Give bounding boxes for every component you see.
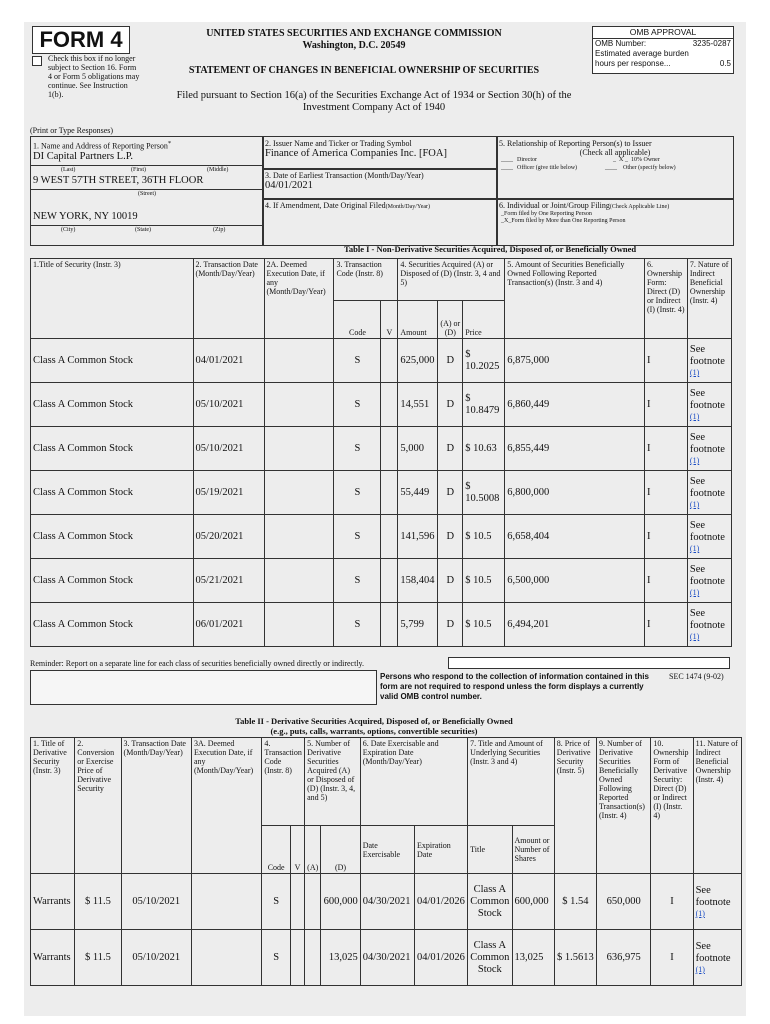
- t2-cell-nature: [693, 874, 741, 930]
- t2-amount-shares: Amount or Number of Shares: [512, 826, 554, 874]
- t1-cell-v: [381, 471, 398, 515]
- t2-cell-d: 600,000: [321, 874, 360, 930]
- t1-cell-title: Class A Common Stock: [31, 471, 194, 515]
- table-row: [31, 930, 742, 986]
- footnote-text: See footnote: [689, 520, 725, 543]
- t1-cell-v: [381, 339, 398, 383]
- box4-small: (Month/Day/Year): [385, 204, 431, 210]
- footnote-text: See footnote: [689, 388, 725, 411]
- t2-cell-u-title: Class A Common Stock: [468, 874, 512, 930]
- last-label: (Last): [61, 166, 76, 173]
- t1-amount: Amount: [398, 301, 438, 339]
- footnote-link[interactable]: (1): [689, 588, 700, 597]
- t2-h3: 3. Transaction Date (Month/Day/Year): [121, 738, 191, 874]
- t1-cell-amount: 5,000: [398, 427, 438, 471]
- form-title: FORM 4: [39, 27, 123, 52]
- omb-burden-label1: Estimated average burden: [595, 49, 689, 58]
- t1-cell-ad: D: [438, 383, 463, 427]
- t1-cell-nature: [687, 515, 731, 559]
- t2-cell-d: 13,025: [321, 930, 360, 986]
- t2-cell-deemed: [191, 930, 261, 986]
- footnote-link[interactable]: (1): [695, 965, 705, 974]
- t2-cell-code: S: [262, 874, 290, 930]
- issuer-box: [262, 136, 498, 170]
- omb-burden: 0.5: [719, 59, 731, 68]
- agency-location: Washington, D.C. 20549: [302, 40, 406, 51]
- city-state-zip: NEW YORK, NY 10019: [33, 210, 138, 222]
- t1-cell-owned: 6,494,201: [505, 603, 645, 647]
- street-label: (Street): [31, 189, 263, 211]
- box5-sub: (Check all applicable): [579, 148, 651, 157]
- box6-label: 6. Individual or Joint/Group Filing: [499, 201, 610, 210]
- t1-cell-price: $ 10.5008: [463, 471, 505, 515]
- t1-cell-price: $ 10.5: [463, 515, 505, 559]
- t1-h3: 3. Transaction Code (Instr. 8): [334, 259, 398, 301]
- t1-h5: 5. Amount of Securities Beneficially Owned Following Reported Transaction(s) (Instr. 3 and 4): [505, 259, 645, 339]
- t1-cell-v: [381, 603, 398, 647]
- t1-cell-date: 06/01/2021: [193, 603, 264, 647]
- t1-cell-amount: 5,799: [398, 603, 438, 647]
- t2-cell-v: [290, 930, 304, 986]
- t2-cell-price: $ 11.5: [75, 930, 121, 986]
- box1-label: 1. Name and Address of Reporting Person: [33, 141, 168, 151]
- t1-cell-deemed: [264, 427, 334, 471]
- filing-box: 6. Individual or Joint/Group Filing(Check Applicable Line) _Form filed by One Reporting Person _X_Form filed by More than One Reporting Person: [496, 198, 734, 246]
- footnote-link[interactable]: (1): [689, 500, 700, 509]
- t2-code: Code: [262, 826, 290, 874]
- t1-cell-v: [381, 383, 398, 427]
- t1-cell-code: S: [334, 515, 381, 559]
- street-address: 9 WEST 57TH STREET, 36TH FLOOR: [33, 174, 204, 186]
- footnote-link[interactable]: (1): [689, 368, 700, 377]
- table-row: [31, 427, 732, 471]
- t2-cell-v: [290, 874, 304, 930]
- footnote-text: See footnote: [695, 941, 731, 964]
- t2-cell-u-amount: 600,000: [512, 874, 554, 930]
- t1-cell-v: [381, 427, 398, 471]
- t1-cell-v: [381, 515, 398, 559]
- t1-cell-form: I: [644, 515, 687, 559]
- t1-cell-owned: 6,800,000: [505, 471, 645, 515]
- t1-cell-deemed: [264, 339, 334, 383]
- t2-cell-owned: 650,000: [597, 874, 651, 930]
- reminder-blank-box: [448, 657, 730, 669]
- t1-cell-deemed: [264, 603, 334, 647]
- t2-cell-d-price: $ 1.5613: [554, 930, 596, 986]
- t2-cell-u-amount: 13,025: [512, 930, 554, 986]
- t2-cell-exercisable: 04/30/2021: [360, 930, 414, 986]
- t2-h11: 11. Nature of Indirect Beneficial Ownership (Instr. 4): [693, 738, 741, 874]
- issuer-name: Finance of America Companies Inc. [FOA]: [265, 148, 447, 159]
- t2-cell-deemed: [191, 874, 261, 930]
- t1-cell-price: $ 10.63: [463, 427, 505, 471]
- t2-cell-code: S: [262, 930, 290, 986]
- t1-cell-date: 05/10/2021: [193, 427, 264, 471]
- t2-cell-date: 05/10/2021: [121, 874, 191, 930]
- t2-h1: 1. Title of Derivative Security (Instr. 3): [31, 738, 75, 874]
- t1-cell-owned: 6,855,449: [505, 427, 645, 471]
- t2-cell-a: [305, 930, 321, 986]
- t2-cell-d-price: $ 1.54: [554, 874, 596, 930]
- t1-cell-form: I: [644, 559, 687, 603]
- t2-cell-nature: [693, 930, 741, 986]
- t1-cell-code: S: [334, 339, 381, 383]
- zip-label: (Zip): [213, 226, 226, 233]
- footnote-link[interactable]: (1): [689, 544, 700, 553]
- earliest-transaction-date: 04/01/2021: [265, 180, 313, 191]
- t1-cell-code: S: [334, 559, 381, 603]
- t1-h1: 1.Title of Security (Instr. 3): [31, 259, 194, 339]
- footnote-text: See footnote: [689, 432, 725, 455]
- t1-cell-code: S: [334, 427, 381, 471]
- footnote-text: See footnote: [689, 476, 725, 499]
- t1-cell-title: Class A Common Stock: [31, 559, 194, 603]
- t1-h4: 4. Securities Acquired (A) or Disposed of (D) (Instr. 3, 4 and 5): [398, 259, 505, 301]
- footnote-link[interactable]: (1): [689, 632, 700, 641]
- t2-h6: 6. Date Exercisable and Expiration Date (Month/Day/Year): [360, 738, 467, 826]
- city-label: (City): [61, 226, 76, 233]
- t2-h2: 2. Conversion or Exercise Price of Derivative Security: [75, 738, 121, 874]
- t2-h10: 10. Ownership Form of Derivative Security: Direct (D) or Indirect (I) (Instr. 4): [651, 738, 693, 874]
- t2-cell-owned: 636,975: [597, 930, 651, 986]
- multi-mark: X: [504, 218, 509, 224]
- sec-code: SEC 1474 (9-02): [669, 672, 724, 681]
- t2-h8: 8. Price of Derivative Security (Instr. 5): [554, 738, 596, 874]
- t1-h2a: 2A. Deemed Execution Date, if any (Month/Day/Year): [264, 259, 334, 339]
- box4-label: 4. If Amendment, Date Original Filed: [265, 201, 386, 210]
- t2-cell-form: I: [651, 930, 693, 986]
- print-note: (Print or Type Responses): [30, 126, 114, 135]
- t2-cell-form: I: [651, 874, 693, 930]
- t1-cell-code: S: [334, 471, 381, 515]
- t1-cell-deemed: [264, 383, 334, 427]
- agency-name: UNITED STATES SECURITIES AND EXCHANGE COMMISSION: [206, 28, 502, 39]
- t1-cell-nature: [687, 383, 731, 427]
- table-row: [31, 603, 732, 647]
- t1-cell-form: I: [644, 603, 687, 647]
- t1-cell-deemed: [264, 559, 334, 603]
- first-label: (First): [131, 166, 146, 173]
- multi-person-label: Form filed by More than One Reporting Person: [511, 218, 626, 224]
- footnote-text: See footnote: [689, 564, 725, 587]
- t2-cell-price: $ 11.5: [75, 874, 121, 930]
- t2-title: Title: [468, 826, 512, 874]
- t1-cell-form: I: [644, 383, 687, 427]
- t1-cell-nature: [687, 603, 731, 647]
- table1-title: Table I - Non-Derivative Securities Acquired, Disposed of, or Beneficially Owned: [344, 244, 637, 254]
- t1-code: Code: [334, 301, 381, 339]
- t2-h4: 4. Transaction Code (Instr. 8): [262, 738, 305, 826]
- state-label: (State): [135, 226, 151, 233]
- box6-small: (Check Applicable Line): [609, 204, 670, 210]
- t2-a: (A): [305, 826, 321, 874]
- left-blank-box: [30, 670, 377, 705]
- footnote-link[interactable]: (1): [689, 456, 700, 465]
- t1-cell-title: Class A Common Stock: [31, 339, 194, 383]
- t2-cell-expiration: 04/01/2026: [415, 874, 468, 930]
- t1-cell-owned: 6,500,000: [505, 559, 645, 603]
- box3-label: 3. Date of Earliest Transaction (Month/Day/Year): [265, 171, 424, 180]
- box2-label: 2. Issuer Name and Ticker or Trading Symbol: [265, 139, 412, 148]
- t1-cell-form: I: [644, 339, 687, 383]
- t2-h7: 7. Title and Amount of Underlying Securities (Instr. 3 and 4): [468, 738, 555, 826]
- t2-d: (D): [321, 826, 360, 874]
- t1-cell-title: Class A Common Stock: [31, 427, 194, 471]
- t1-cell-deemed: [264, 515, 334, 559]
- officer-label: Officer (give title below): [517, 165, 578, 171]
- table-row: [31, 559, 732, 603]
- footnote-text: See footnote: [689, 608, 725, 631]
- t1-cell-amount: 141,596: [398, 515, 438, 559]
- t2-h9: 9. Number of Derivative Securities Beneficially Owned Following Reported Transaction(s) (Instr. 4): [597, 738, 651, 874]
- t2-cell-a: [305, 874, 321, 930]
- checkbox-instruction: Check this box if no longer subject to Section 16. Form 4 or Form 5 obligations may continue. See Instruction 1(b).: [48, 54, 140, 99]
- t1-cell-ad: D: [438, 471, 463, 515]
- footnote-text: See footnote: [689, 344, 725, 367]
- reporting-person-name: DI Capital Partners L.P.: [33, 150, 134, 162]
- t1-cell-ad: D: [438, 427, 463, 471]
- t1-ad: (A) or (D): [438, 301, 463, 339]
- t2-cell-title: Warrants: [31, 874, 75, 930]
- t1-v: V: [381, 301, 398, 339]
- t1-cell-nature: [687, 427, 731, 471]
- t2-date-ex: Date Exercisable: [360, 826, 414, 874]
- t1-cell-amount: 55,449: [398, 471, 438, 515]
- omb-number-label: OMB Number:: [595, 39, 647, 48]
- one-person-label: Form filed by One Reporting Person: [504, 211, 592, 217]
- footnote-link[interactable]: (1): [689, 412, 700, 421]
- t1-cell-date: 04/01/2021: [193, 339, 264, 383]
- t1-price: Price: [463, 301, 505, 339]
- table2-body: [31, 874, 742, 986]
- t1-cell-title: Class A Common Stock: [31, 515, 194, 559]
- t1-cell-nature: [687, 559, 731, 603]
- table-row: [31, 383, 732, 427]
- t1-cell-price: $ 10.2025: [463, 339, 505, 383]
- t1-cell-ad: D: [438, 339, 463, 383]
- t1-cell-title: Class A Common Stock: [31, 383, 194, 427]
- table2-subtitle: (e.g., puts, calls, warrants, options, convertible securities): [270, 726, 478, 736]
- t1-cell-title: Class A Common Stock: [31, 603, 194, 647]
- t2-cell-title: Warrants: [31, 930, 75, 986]
- t1-cell-owned: 6,658,404: [505, 515, 645, 559]
- t1-cell-amount: 14,551: [398, 383, 438, 427]
- middle-label: (Middle): [207, 166, 229, 173]
- t1-cell-code: S: [334, 383, 381, 427]
- t1-cell-date: 05/20/2021: [193, 515, 264, 559]
- table1-body: [31, 339, 732, 647]
- omb-approval-box: [592, 26, 734, 74]
- persons-note: Persons who respond to the collection of information contained in this form are not required to respond unless the form displays a currently valid OMB control number.: [380, 672, 649, 701]
- t1-cell-amount: 158,404: [398, 559, 438, 603]
- t1-cell-owned: 6,860,449: [505, 383, 645, 427]
- t1-cell-form: I: [644, 427, 687, 471]
- t1-cell-date: 05/10/2021: [193, 383, 264, 427]
- omb-number: 3235-0287: [692, 39, 731, 48]
- table2-title: Table II - Derivative Securities Acquired, Disposed of, or Beneficially Owned: [235, 716, 513, 726]
- t1-cell-date: 05/19/2021: [193, 471, 264, 515]
- t2-cell-u-title: Class A Common Stock: [468, 930, 512, 986]
- t1-h7: 7. Nature of Indirect Beneficial Ownership (Instr. 4): [687, 259, 731, 339]
- t1-cell-date: 05/21/2021: [193, 559, 264, 603]
- ten-pct-label: 10% Owner: [631, 157, 660, 163]
- table-row: [31, 874, 742, 930]
- table1: [30, 258, 732, 647]
- t1-cell-price: $ 10.5: [463, 603, 505, 647]
- reporting-person-box: [30, 136, 264, 246]
- t1-cell-deemed: [264, 471, 334, 515]
- t1-cell-ad: D: [438, 603, 463, 647]
- t1-cell-price: $ 10.5: [463, 559, 505, 603]
- t2-cell-exercisable: 04/30/2021: [360, 874, 414, 930]
- box5-label: 5. Relationship of Reporting Person(s) to Issuer: [499, 139, 652, 148]
- footnote-link[interactable]: (1): [695, 909, 705, 918]
- table-row: [31, 339, 732, 383]
- table-row: [31, 471, 732, 515]
- omb-title: OMB APPROVAL: [593, 27, 733, 39]
- amendment-box: [262, 198, 498, 246]
- other-label: Other (specify below): [623, 165, 676, 171]
- no-longer-subject-checkbox[interactable]: [32, 56, 42, 66]
- table-row: [31, 515, 732, 559]
- earliest-transaction-box: [262, 168, 498, 200]
- t2-cell-expiration: 04/01/2026: [415, 930, 468, 986]
- t1-cell-amount: 625,000: [398, 339, 438, 383]
- director-label: Director: [517, 157, 537, 163]
- filed-pursuant-line2: Investment Company Act of 1940: [302, 102, 446, 113]
- t1-cell-form: I: [644, 471, 687, 515]
- box1-star: *: [167, 140, 172, 147]
- t1-cell-ad: D: [438, 515, 463, 559]
- t1-h6: 6. Ownership Form: Direct (D) or Indirect (I) (Instr. 4): [644, 259, 687, 339]
- t1-cell-nature: [687, 339, 731, 383]
- omb-burden-label2: hours per response...: [595, 59, 671, 68]
- relationship-box: 5. Relationship of Reporting Person(s) to Issuer (Check all applicable) ____ Director _ X _ 10% Owner ____ Officer (give title below) ____ Other (specify below): [496, 136, 734, 200]
- t1-cell-ad: D: [438, 559, 463, 603]
- form-title-box: [32, 26, 130, 54]
- ten-pct-mark: X: [619, 157, 624, 163]
- t2-cell-date: 05/10/2021: [121, 930, 191, 986]
- t1-cell-code: S: [334, 603, 381, 647]
- t1-cell-owned: 6,875,000: [505, 339, 645, 383]
- t2-exp: Expiration Date: [415, 826, 468, 874]
- form-page: [24, 22, 746, 1016]
- statement-title: STATEMENT OF CHANGES IN BENEFICIAL OWNERSHIP OF SECURITIES: [188, 65, 540, 76]
- t1-h2: 2. Transaction Date (Month/Day/Year): [193, 259, 264, 339]
- filed-pursuant-line1: Filed pursuant to Section 16(a) of the Securities Exchange Act of 1934 or Section 30(h) of the: [176, 90, 572, 101]
- t1-cell-v: [381, 559, 398, 603]
- t1-cell-price: $ 10.8479: [463, 383, 505, 427]
- table2: [30, 737, 742, 986]
- t2-h3a: 3A. Deemed Execution Date, if any (Month/Day/Year): [191, 738, 261, 874]
- reminder-text: Reminder: Report on a separate line for each class of securities beneficially owned directly or indirectly.: [30, 659, 365, 668]
- t2-v: V: [290, 826, 304, 874]
- t1-cell-nature: [687, 471, 731, 515]
- t2-h5: 5. Number of Derivative Securities Acquired (A) or Disposed of (D) (Instr. 3, 4, and 5): [305, 738, 361, 826]
- footnote-text: See footnote: [695, 885, 731, 908]
